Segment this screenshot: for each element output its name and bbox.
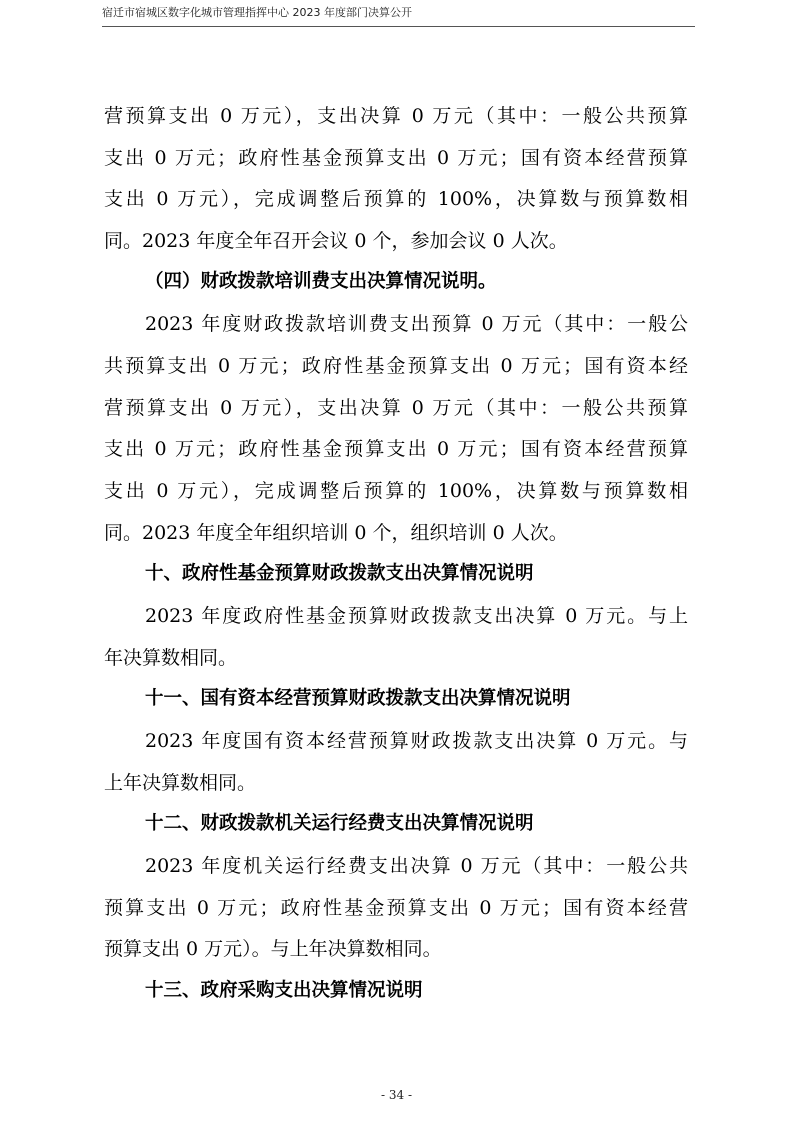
body-line: 营预算支出 0 万元），支出决算 0 万元（其中：一般公共预算 <box>104 397 688 419</box>
section-heading-11: 十一、国有资本经营预算财政拨款支出决算情况说明 <box>145 688 571 709</box>
body-line: 预算支出 0 万元；政府性基金预算支出 0 万元；国有资本经营 <box>104 897 688 919</box>
body-line: 同。2023 年度全年召开会议 0 个，参加会议 0 人次。 <box>104 230 568 252</box>
body-line: 支出 0 万元；政府性基金预算支出 0 万元；国有资本经营预算 <box>104 147 688 169</box>
body-line: 2023 年度机关运行经费支出决算 0 万元（其中：一般公共 <box>145 855 688 877</box>
subsection-heading-training: （四）财政拨款培训费支出决算情况说明。 <box>145 271 497 292</box>
section-heading-10: 十、政府性基金预算财政拨款支出决算情况说明 <box>145 563 534 584</box>
body-line: 预算支出 0 万元）。与上年决算数相同。 <box>104 938 442 960</box>
body-line: 2023 年度财政拨款培训费支出预算 0 万元（其中：一般公 <box>145 313 688 335</box>
page-number: - 34 - <box>380 1088 412 1102</box>
header-divider <box>102 26 695 27</box>
body-line: 同。2023 年度全年组织培训 0 个，组织培训 0 人次。 <box>104 522 568 544</box>
section-heading-13: 十三、政府采购支出决算情况说明 <box>145 980 423 1001</box>
body-line: 2023 年度国有资本经营预算财政拨款支出决算 0 万元。与 <box>145 730 688 752</box>
body-line: 支出 0 万元；政府性基金预算支出 0 万元；国有资本经营预算 <box>104 438 688 460</box>
body-line: 年决算数相同。 <box>104 647 238 669</box>
page-header-title: 宿迁市宿城区数字化城市管理指挥中心 2023 年度部门决算公开 <box>102 6 412 19</box>
body-line: 上年决算数相同。 <box>104 772 257 794</box>
body-line: 共预算支出 0 万元；政府性基金预算支出 0 万元；国有资本经 <box>104 355 688 377</box>
section-heading-12: 十二、财政拨款机关运行经费支出决算情况说明 <box>145 813 534 834</box>
body-line: 2023 年度政府性基金预算财政拨款支出决算 0 万元。与上 <box>145 605 688 627</box>
body-line: 支出 0 万元），完成调整后预算的 100%，决算数与预算数相 <box>104 188 688 210</box>
body-line: 支出 0 万元），完成调整后预算的 100%，决算数与预算数相 <box>104 480 688 502</box>
body-line: 营预算支出 0 万元），支出决算 0 万元（其中：一般公共预算 <box>104 105 688 127</box>
